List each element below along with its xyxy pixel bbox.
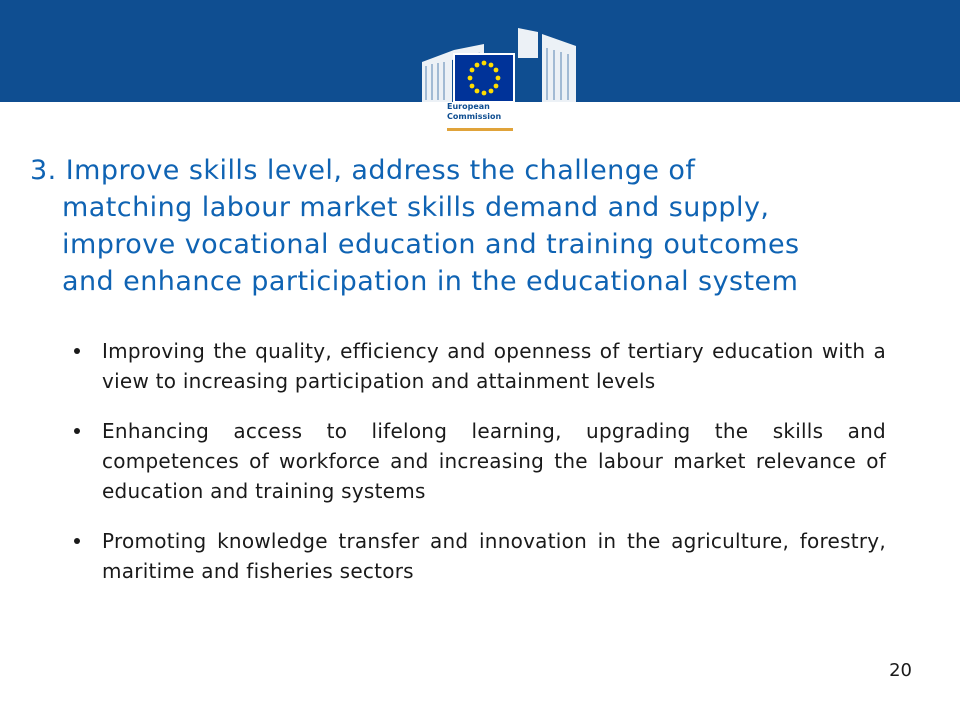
slide-title bbox=[30, 152, 930, 300]
bullet-list bbox=[70, 336, 886, 606]
bullet-text: Promoting knowledge transfer and innovation in the agriculture, forestry, maritime and fisheries sectors bbox=[102, 529, 886, 583]
organization-line-2: Commission bbox=[447, 112, 502, 121]
logo-underline bbox=[447, 128, 513, 131]
page-number: 20 bbox=[889, 660, 912, 681]
title-line-4: and enhance participation in the educational system bbox=[62, 266, 799, 297]
title-line-1: 3. Improve skills level, address the challenge of bbox=[30, 155, 696, 186]
title-line-2: matching labour market skills demand and supply, bbox=[62, 192, 770, 223]
bullet-item bbox=[70, 526, 886, 586]
bullet-dot-icon bbox=[74, 428, 80, 434]
bullet-text: Enhancing access to lifelong learning, upgrading the skills and competences of workforce and increasing the labour market relevance of education and training systems bbox=[102, 419, 886, 503]
logo-caption bbox=[447, 102, 527, 122]
title-line-3: improve vocational education and training outcomes bbox=[62, 229, 800, 260]
organization-line-1: European bbox=[447, 102, 490, 111]
bullet-item bbox=[70, 416, 886, 506]
bullet-text: Improving the quality, efficiency and openness of tertiary education with a view to increasing participation and attainment levels bbox=[102, 339, 886, 393]
bullet-dot-icon bbox=[74, 538, 80, 544]
bullet-dot-icon bbox=[74, 348, 80, 354]
bullet-item bbox=[70, 336, 886, 396]
